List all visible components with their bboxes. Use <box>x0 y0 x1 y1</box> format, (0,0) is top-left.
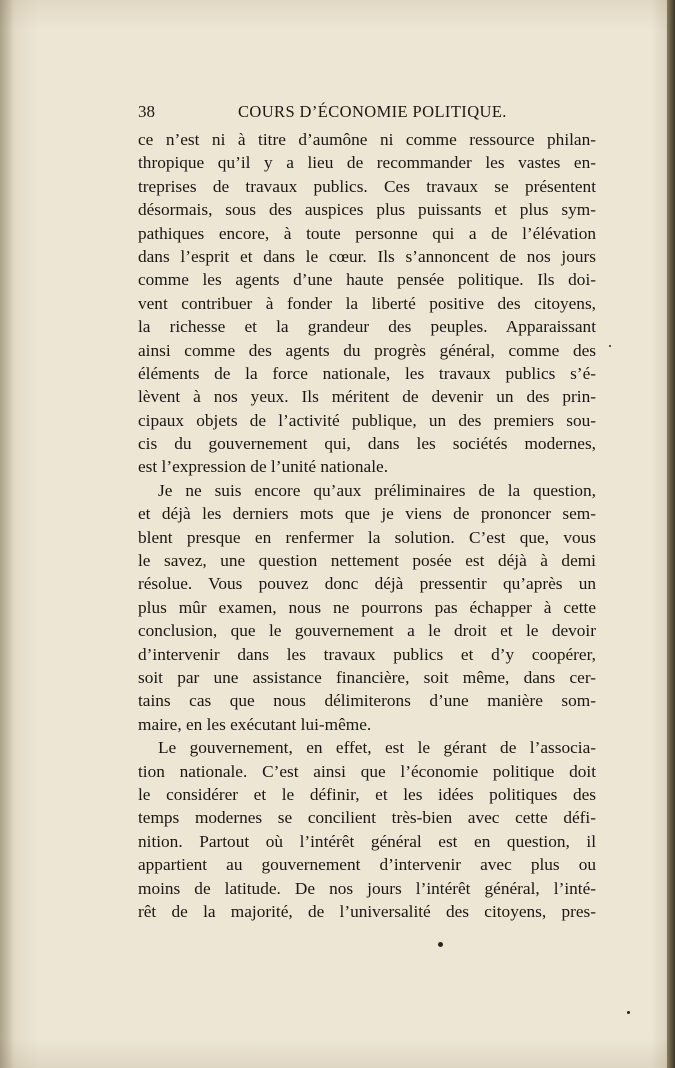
ink-speck <box>438 942 443 947</box>
text-line: Le gouvernement, en effet, est le gérant de l’associa- <box>158 738 596 758</box>
text-line: nition. Partout où l’intérêt général est en question, il <box>138 831 596 851</box>
text-line: lèvent à nos yeux. Ils méritent de devenir un des prin- <box>138 387 596 407</box>
text-line: comme les agents d’une haute pensée politique. Ils doi- <box>138 270 596 290</box>
text-line: plus mûr examen, nous ne pourrons pas échapper à cette <box>138 597 596 617</box>
text-line: conclusion, que le gouvernement a le droit et le devoir <box>138 621 596 641</box>
text-line: cis du gouvernement qui, dans les sociétés modernes, <box>138 434 596 454</box>
text-line: soit par une assistance financière, soit même, dans cer- <box>138 667 596 687</box>
text-line: le savez, une question nettement posée est déjà à demi <box>138 551 596 571</box>
running-head: COURS D’ÉCONOMIE POLITIQUE. <box>238 102 507 121</box>
text-line: cipaux objets de l’activité publique, un des premiers sou- <box>138 410 596 430</box>
text-line: la richesse et la grandeur des peuples. Apparaissant <box>138 317 596 337</box>
page-number: 38 <box>138 102 155 121</box>
page-header <box>138 102 596 126</box>
text-line: tion nationale. C’est ainsi que l’économie politique doit <box>138 761 596 781</box>
ink-speck <box>609 345 611 347</box>
text-line: treprises de travaux publics. Ces travaux se présentent <box>138 176 596 196</box>
text-line: Je ne suis encore qu’aux préliminaires de la question, <box>158 480 596 500</box>
text-line: temps modernes se concilient très-bien avec cette défi- <box>138 808 596 828</box>
text-line: moins de latitude. De nos jours l’intérêt général, l’inté- <box>138 878 596 898</box>
text-line: et déjà les derniers mots que je viens de prononcer sem- <box>138 504 596 524</box>
text-line: maire, en les exécutant lui-même. <box>138 714 372 734</box>
text-line: éléments de la force nationale, les travaux publics s’é- <box>138 363 596 383</box>
text-line: désormais, sous des auspices plus puissants et plus sym- <box>138 200 596 220</box>
ink-speck <box>627 1011 630 1014</box>
text-line: dans l’esprit et dans le cœur. Ils s’annoncent de nos jours <box>138 246 596 266</box>
text-line: d’intervenir dans les travaux publics et d’y coopérer, <box>138 644 596 664</box>
text-line: est l’expression de l’unité nationale. <box>138 457 389 477</box>
text-line: ainsi comme des agents du progrès général, comme des <box>138 340 596 360</box>
gutter-shadow <box>0 0 14 1068</box>
body-text <box>138 128 596 923</box>
page-edge <box>667 0 675 1068</box>
text-line: vent contribuer à fonder la liberté positive des citoyens, <box>138 293 596 313</box>
text-line: blent presque en renfermer la solution. C’est que, vous <box>138 527 596 547</box>
text-line: résolue. Vous pouvez donc déjà pressentir qu’après un <box>138 574 596 594</box>
text-line: le considérer et le définir, et les idées politiques des <box>138 784 596 804</box>
text-line: appartient au gouvernement d’intervenir avec plus ou <box>138 855 596 875</box>
text-line: rêt de la majorité, de l’universalité des citoyens, pres- <box>138 901 596 921</box>
text-line: tains cas que nous délimiterons d’une manière som- <box>138 691 596 711</box>
text-line: pathiques encore, à toute personne qui a de l’élévation <box>138 223 596 243</box>
text-line: thropique qu’il y a lieu de recommander les vastes en- <box>138 153 596 173</box>
text-line: ce n’est ni à titre d’aumône ni comme ressource philan- <box>138 130 596 149</box>
